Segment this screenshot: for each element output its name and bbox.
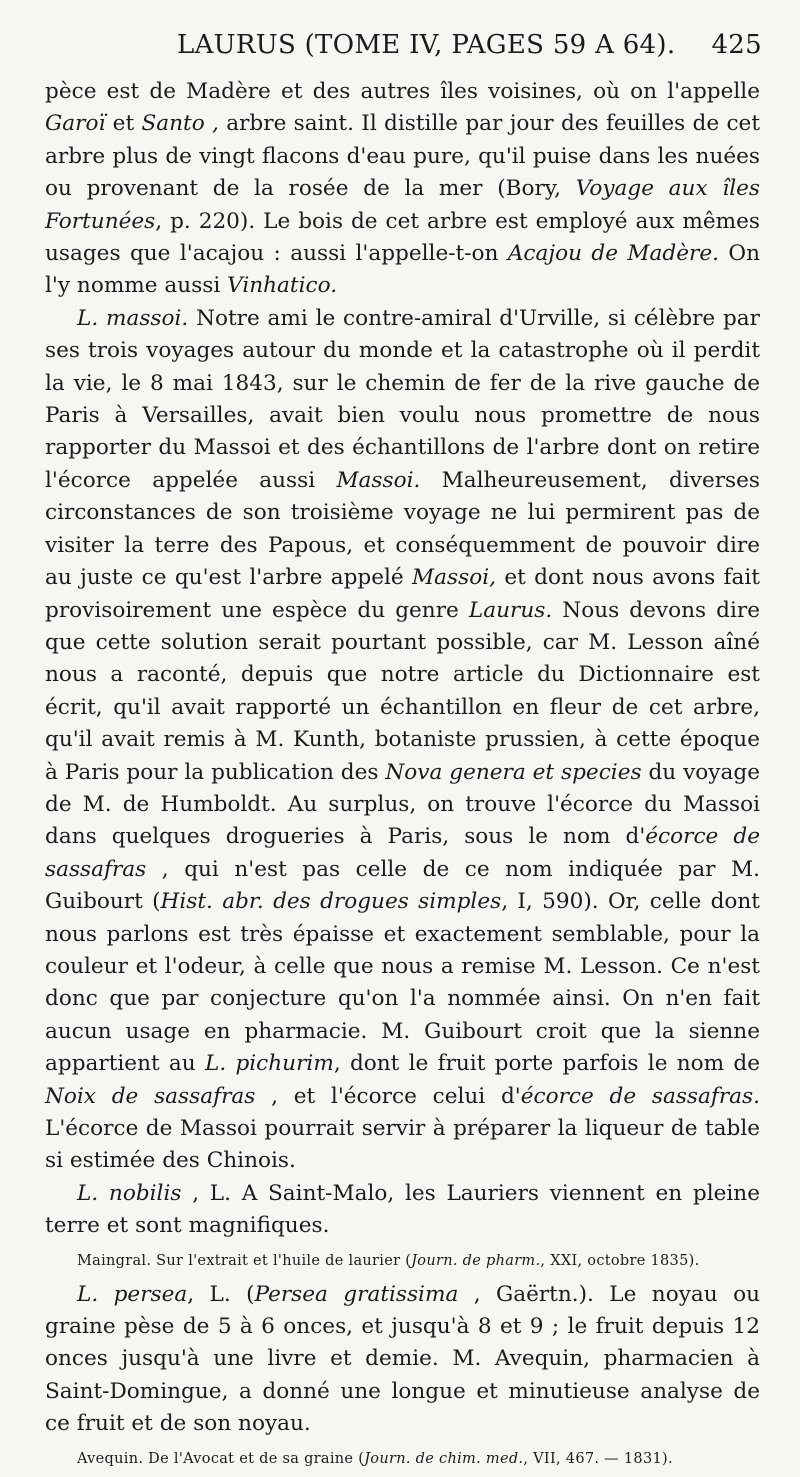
header-title: LAURUS (TOME IV, PAGES 59 A 64). (177, 30, 676, 60)
page-number: 425 (711, 30, 762, 60)
paragraph-persea: L. persea, L. (Persea gratissima , Gaërtn.). Le noyau ou graine pèse de 5 à 6 onces, et jusqu'à 8 et 9 ; le fruit depuis 12 onces jusqu'à une livre et demie. M. Avequin, pharmacien à Saint-Domingue, a donné une longue et minutieuse analyse de ce fruit et de son noyau. (45, 1281, 760, 1437)
running-header (45, 30, 762, 70)
paragraph-massoi: L. massoi. Notre ami le contre-amiral d'Urville, si célèbre par ses trois voyages autour du monde et la catastrophe où il perdit la vie, le 8 mai 1843, sur le chemin de fer de la rive gauche de Paris à Versailles, avait bien voulu nous promettre de nous rapporter du Massoi et des échantillons de l'arbre dont on retire l'écorce appelée aussi Massoi. Malheureusement, diverses circonstances de son troisième voyage ne lui permirent pas de visiter la terre des Papous, et conséquemment de pouvoir dire au juste ce qu'est l'arbre appelé Massoi, et dont nous avons fait provisoirement une espèce du genre Laurus. Nous devons dire que cette solution serait pourtant possible, car M. Lesson aîné nous a raconté, depuis que notre article du Dictionnaire est écrit, qu'il avait rapporté un échantillon en fleur de cet arbre, qu'il avait remis à M. Kunth, botaniste prussien, à cette époque à Paris pour la publication des Nova genera et species du voyage de M. de Humboldt. Au surplus, on trouve l'écorce du Massoi dans quelques drogueries à Paris, sous le nom d'écorce de sassafras , qui n'est pas celle de ce nom indiquée par M. Guibourt (Hist. abr. des drogues simples, I, 590). Or, celle dont nous parlons est très épaisse et exactement semblable, pour la couleur et l'odeur, à celle que nous a remise M. Lesson. Ce n'est donc que par conjecture qu'on l'a nommée ainsi. On n'en fait aucun usage en pharmacie. M. Guibourt croit que la sienne appartient au L. pichurim, dont le fruit porte parfois le nom de Noix de sassafras , et l'écorce celui d'écorce de sassafras. L'écorce de Massoi pourrait servir à préparer la liqueur de table si estimée des Chinois. (45, 305, 761, 1174)
reference-avequin: Avequin. De l'Avocat et de sa graine (Journ. de chim. med., VII, 467. — 1831). (77, 1450, 673, 1467)
reference-maingral: Maingral. Sur l'extrait et l'huile de laurier (Journ. de pharm., XXI, octobre 1835). (77, 1252, 700, 1269)
paragraph-madere: pèce est de Madère et des autres îles voisines, où on l'appelle Garoï et Santo , arbre saint. Il distille par jour des feuilles de cet arbre plus de vingt flacons d'eau pure, qu'il puise dans les nuées ou provenant de la rosée de la mer (Bory, Voyage aux îles Fortunées, p. 220). Le bois de cet arbre est employé aux mêmes usages que l'acajou : aussi l'appelle-t-on Acajou de Madère. On l'y nomme aussi Vinhatico. (45, 79, 760, 299)
paragraph-nobilis: L. nobilis , L. A Saint-Malo, les Lauriers viennent en pleine terre et sont magnifiques. (45, 1180, 760, 1239)
page-body (45, 76, 760, 1477)
